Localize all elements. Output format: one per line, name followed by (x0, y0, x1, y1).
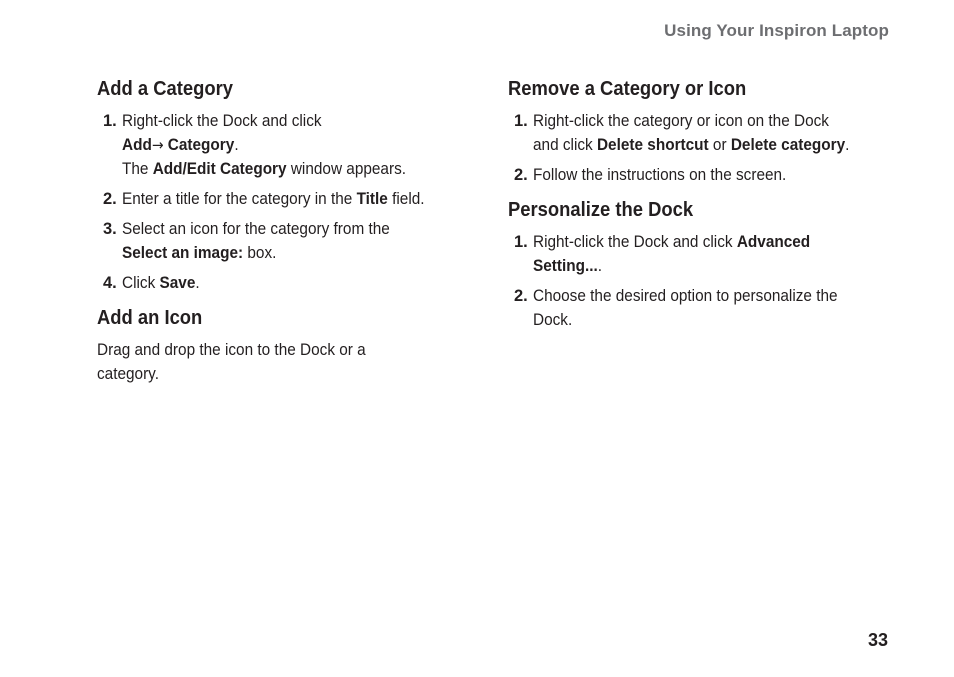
step-number: 2. (514, 287, 528, 305)
section-remove (508, 76, 898, 187)
section-title-personalize: Personalize the Dock (508, 199, 694, 221)
step-line (122, 241, 461, 265)
step-text: Right-click the Dock and click (122, 112, 322, 130)
step-line: Follow the instructions on the screen. (533, 166, 787, 184)
step-number: 1. (514, 112, 528, 130)
step-line (533, 230, 872, 254)
step-number: 2. (103, 190, 117, 208)
step-item (97, 217, 487, 265)
step-number: 3. (103, 220, 117, 238)
step-line (122, 271, 461, 295)
step-line (533, 133, 872, 157)
step-text: window appears. (286, 160, 407, 178)
menu-path-category: Category (167, 136, 235, 154)
step-text: Click (122, 274, 160, 292)
step-item (508, 163, 898, 187)
box-name: Select an image: (122, 244, 244, 262)
step-text: . (597, 257, 603, 275)
section-title-add-category: Add a Category (97, 78, 233, 100)
step-number: 1. (514, 233, 528, 251)
step-text: Right-click the category or icon on the Dock (533, 112, 829, 130)
step-text: Right-click the Dock and click (533, 233, 737, 251)
menu-path-add: Add (122, 136, 152, 154)
right-column (508, 76, 898, 338)
arrow-right-icon: → (151, 136, 164, 154)
step-number: 4. (103, 274, 117, 292)
step-text: The (122, 160, 153, 178)
section-title-add-icon: Add an Icon (97, 307, 203, 329)
button-name-save: Save (159, 274, 196, 292)
step-line (122, 109, 461, 133)
step-item (97, 187, 487, 211)
step-line (122, 217, 461, 241)
step-text: . (845, 136, 850, 154)
field-name: Title (356, 190, 388, 208)
window-name: Add/Edit Category (152, 160, 287, 178)
section-personalize (508, 197, 898, 332)
section-add-category (97, 76, 487, 295)
paragraph-add-icon (97, 338, 487, 386)
step-number: 2. (514, 166, 528, 184)
steps-personalize (508, 230, 898, 332)
menu-delete-category: Delete category (730, 136, 846, 154)
section-title-remove: Remove a Category or Icon (508, 78, 747, 100)
step-text: box. (243, 244, 277, 262)
step-item (508, 109, 898, 157)
step-line (122, 133, 461, 157)
step-item (508, 284, 898, 332)
menu-setting: Setting... (533, 257, 598, 275)
left-column (97, 76, 487, 386)
menu-advanced: Advanced (736, 233, 811, 251)
step-line: Dock. (533, 311, 573, 329)
step-item (97, 109, 487, 181)
step-text: Select an icon for the category from the (122, 220, 390, 238)
step-text: Enter a title for the category in the (122, 190, 357, 208)
step-line (533, 254, 872, 278)
menu-delete-shortcut: Delete shortcut (596, 136, 709, 154)
step-item (508, 230, 898, 278)
step-line (122, 157, 461, 181)
step-text: . (195, 274, 200, 292)
step-text: and click (533, 136, 597, 154)
step-text: . (234, 136, 239, 154)
running-header: Using Your Inspiron Laptop (664, 21, 889, 40)
step-item (97, 271, 487, 295)
page-number: 33 (867, 630, 888, 650)
steps-add-category (97, 109, 487, 295)
para-line: category. (97, 365, 159, 383)
step-number: 1. (103, 112, 117, 130)
step-line: Choose the desired option to personalize the (533, 287, 838, 305)
section-add-icon (97, 305, 487, 386)
step-line (122, 187, 461, 211)
step-text: or (708, 136, 731, 154)
step-line (533, 109, 872, 133)
step-text: field. (387, 190, 425, 208)
steps-remove (508, 109, 898, 187)
para-line: Drag and drop the icon to the Dock or a (97, 341, 366, 359)
